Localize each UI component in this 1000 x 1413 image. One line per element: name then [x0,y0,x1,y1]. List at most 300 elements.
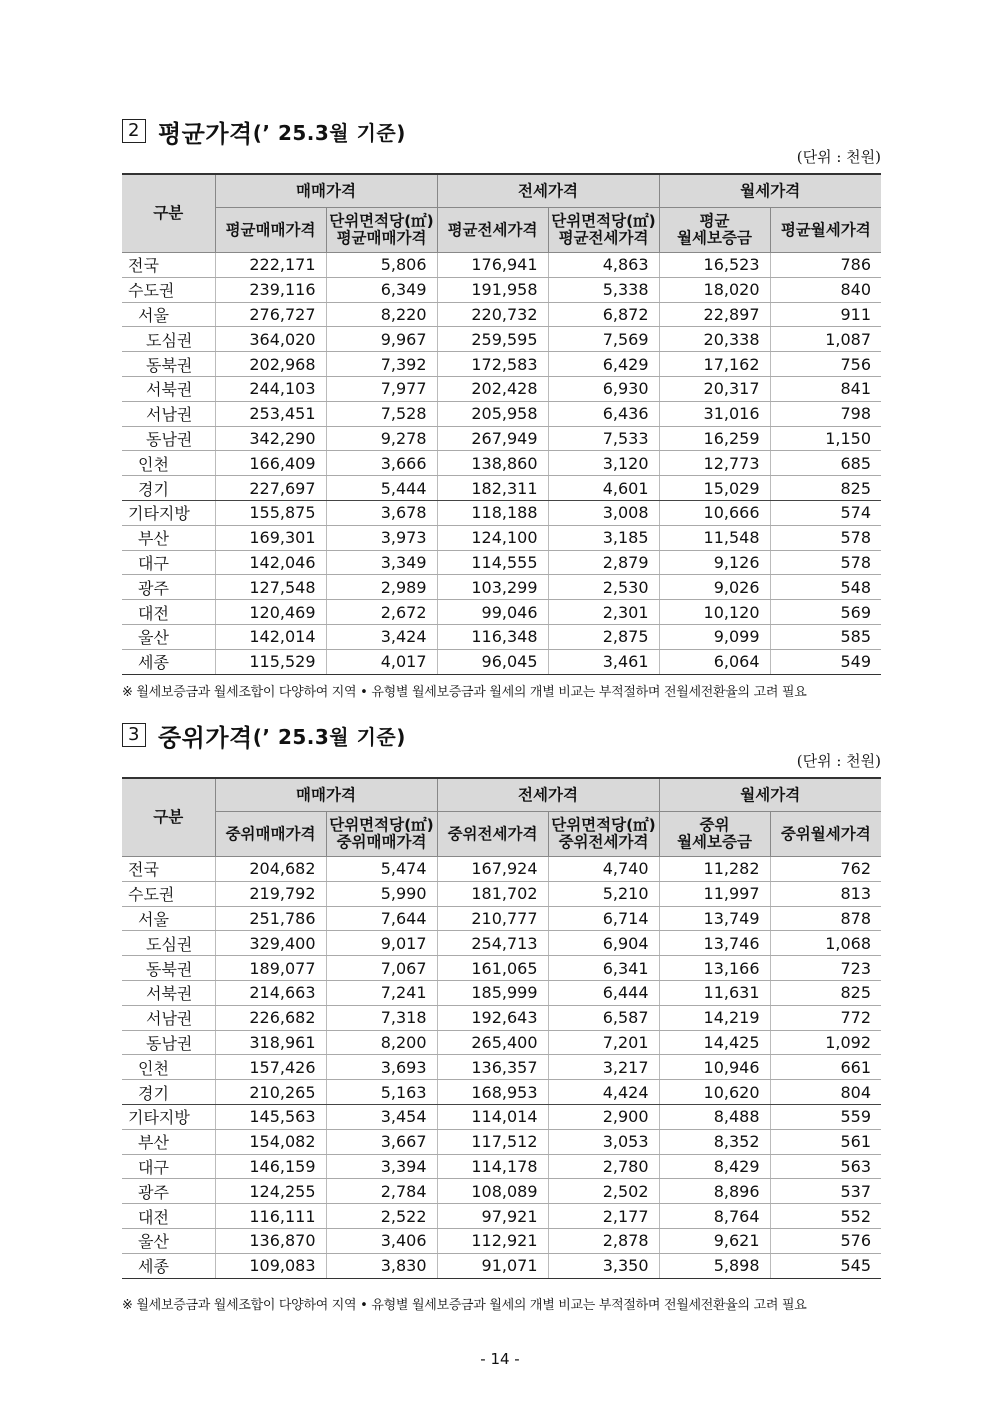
section-subtitle: (’ 25.3월 기준) [252,724,406,749]
value-cell: 116,348 [437,624,548,649]
value-cell: 31,016 [659,401,770,426]
region-name-cell: 동북권 [122,352,215,377]
table-row [122,327,881,352]
value-cell: 7,528 [326,401,437,426]
header-col3: 중위전세가격 [437,812,548,857]
region-name-cell: 광주 [122,1179,215,1204]
value-cell: 3,461 [548,649,659,674]
region-name-cell: 동남권 [122,426,215,451]
region-name-cell: 전국 [122,857,215,882]
region-name-cell: 경기 [122,476,215,501]
unit-label: (단위 : 천원) [796,148,881,166]
value-cell: 841 [770,376,881,401]
value-cell: 10,946 [659,1055,770,1080]
value-cell: 182,311 [437,476,548,501]
table-row [122,1104,881,1129]
value-cell: 2,875 [548,624,659,649]
value-cell: 6,714 [548,906,659,931]
value-cell: 185,999 [437,980,548,1005]
region-name-cell: 부산 [122,525,215,550]
header-col2-line2: 중위매매가격 [336,833,427,851]
region-name-cell: 서울 [122,906,215,931]
table-row [122,857,881,882]
table-row [122,1228,881,1253]
table-row [122,525,881,550]
value-cell: 825 [770,476,881,501]
value-cell: 4,740 [548,857,659,882]
value-cell: 3,349 [326,550,437,575]
value-cell: 142,046 [215,550,326,575]
value-cell: 549 [770,649,881,674]
value-cell: 825 [770,980,881,1005]
value-cell: 2,879 [548,550,659,575]
value-cell: 114,178 [437,1154,548,1179]
header-col2-line2: 평균매매가격 [336,229,427,247]
value-cell: 5,898 [659,1253,770,1278]
section-number-box: 2 [122,119,146,143]
value-cell: 798 [770,401,881,426]
value-cell: 559 [770,1104,881,1129]
table-row [122,1080,881,1105]
value-cell: 251,786 [215,906,326,931]
value-cell: 96,045 [437,649,548,674]
value-cell: 210,265 [215,1080,326,1105]
value-cell: 244,103 [215,376,326,401]
value-cell: 3,120 [548,451,659,476]
value-cell: 2,502 [548,1179,659,1204]
value-cell: 8,352 [659,1129,770,1154]
value-cell: 13,746 [659,931,770,956]
value-cell: 9,099 [659,624,770,649]
value-cell: 9,621 [659,1228,770,1253]
value-cell: 226,682 [215,1005,326,1030]
value-cell: 786 [770,253,881,278]
value-cell: 7,533 [548,426,659,451]
value-cell: 5,444 [326,476,437,501]
region-name-cell: 서남권 [122,1005,215,1030]
value-cell: 189,077 [215,956,326,981]
value-cell: 9,026 [659,575,770,600]
header-col4-line1: 단위면적당(㎡) [551,816,656,834]
value-cell: 364,020 [215,327,326,352]
region-name-cell: 대구 [122,1154,215,1179]
value-cell: 20,317 [659,376,770,401]
value-cell: 142,014 [215,624,326,649]
value-cell: 202,968 [215,352,326,377]
value-cell: 20,338 [659,327,770,352]
header-group-sale: 매매가격 [215,174,437,208]
value-cell: 191,958 [437,277,548,302]
value-cell: 661 [770,1055,881,1080]
value-cell: 3,973 [326,525,437,550]
region-name-cell: 수도권 [122,277,215,302]
region-name-cell: 경기 [122,1080,215,1105]
header-group-jeonse: 전세가격 [437,174,659,208]
value-cell: 11,631 [659,980,770,1005]
value-cell: 2,878 [548,1228,659,1253]
value-cell: 3,406 [326,1228,437,1253]
value-cell: 3,678 [326,500,437,525]
value-cell: 6,349 [326,277,437,302]
value-cell: 154,082 [215,1129,326,1154]
value-cell: 124,100 [437,525,548,550]
value-cell: 239,116 [215,277,326,302]
value-cell: 145,563 [215,1104,326,1129]
table-row [122,451,881,476]
value-cell: 157,426 [215,1055,326,1080]
value-cell: 772 [770,1005,881,1030]
table-row [122,376,881,401]
value-cell: 204,682 [215,857,326,882]
value-cell: 685 [770,451,881,476]
value-cell: 103,299 [437,575,548,600]
value-cell: 7,318 [326,1005,437,1030]
table-row [122,600,881,625]
value-cell: 254,713 [437,931,548,956]
value-cell: 136,357 [437,1055,548,1080]
section-title [122,116,406,146]
value-cell: 3,666 [326,451,437,476]
value-cell: 202,428 [437,376,548,401]
table-row [122,906,881,931]
value-cell: 97,921 [437,1204,548,1229]
table-row [122,649,881,674]
value-cell: 878 [770,906,881,931]
value-cell: 552 [770,1204,881,1229]
value-cell: 13,166 [659,956,770,981]
value-cell: 8,488 [659,1104,770,1129]
value-cell: 762 [770,857,881,882]
value-cell: 3,667 [326,1129,437,1154]
table-row [122,1154,881,1179]
region-name-cell: 도심권 [122,327,215,352]
value-cell: 124,255 [215,1179,326,1204]
value-cell: 723 [770,956,881,981]
value-cell: 5,163 [326,1080,437,1105]
value-cell: 22,897 [659,302,770,327]
value-cell: 2,780 [548,1154,659,1179]
value-cell: 17,162 [659,352,770,377]
value-cell: 2,672 [326,600,437,625]
value-cell: 13,749 [659,906,770,931]
header-col1: 평균매매가격 [215,208,326,253]
value-cell: 167,924 [437,857,548,882]
value-cell: 210,777 [437,906,548,931]
region-name-cell: 도심권 [122,931,215,956]
value-cell: 220,732 [437,302,548,327]
table-row [122,931,881,956]
region-name-cell: 울산 [122,624,215,649]
header-col2-line1: 단위면적당(㎡) [329,212,434,230]
table-row [122,624,881,649]
value-cell: 14,219 [659,1005,770,1030]
section-title-text: 평균가격 [158,119,253,148]
value-cell: 2,301 [548,600,659,625]
header-col5 [659,208,770,253]
header-col5-line1: 평균 [699,212,730,230]
value-cell: 5,806 [326,253,437,278]
table-row [122,881,881,906]
table-row [122,1253,881,1278]
header-col2 [326,812,437,857]
value-cell: 813 [770,881,881,906]
value-cell: 7,201 [548,1030,659,1055]
value-cell: 1,092 [770,1030,881,1055]
section-average-price [122,116,881,706]
header-col4-line1: 단위면적당(㎡) [551,212,656,230]
value-cell: 18,020 [659,277,770,302]
value-cell: 6,436 [548,401,659,426]
value-cell: 12,773 [659,451,770,476]
value-cell: 8,200 [326,1030,437,1055]
value-cell: 578 [770,525,881,550]
value-cell: 138,860 [437,451,548,476]
value-cell: 8,220 [326,302,437,327]
table-row [122,401,881,426]
average-price-table [122,173,881,675]
value-cell: 15,029 [659,476,770,501]
value-cell: 8,764 [659,1204,770,1229]
value-cell: 329,400 [215,931,326,956]
value-cell: 181,702 [437,881,548,906]
value-cell: 6,904 [548,931,659,956]
value-cell: 1,087 [770,327,881,352]
table-body [122,253,881,675]
value-cell: 4,601 [548,476,659,501]
value-cell: 91,071 [437,1253,548,1278]
region-name-cell: 서남권 [122,401,215,426]
value-cell: 342,290 [215,426,326,451]
table-row [122,980,881,1005]
value-cell: 9,017 [326,931,437,956]
header-col2 [326,208,437,253]
value-cell: 155,875 [215,500,326,525]
value-cell: 3,394 [326,1154,437,1179]
value-cell: 804 [770,1080,881,1105]
header-col5 [659,812,770,857]
value-cell: 222,171 [215,253,326,278]
value-cell: 114,555 [437,550,548,575]
section-median-price [122,720,881,1320]
header-col4 [548,208,659,253]
value-cell: 99,046 [437,600,548,625]
header-col4 [548,812,659,857]
value-cell: 214,663 [215,980,326,1005]
value-cell: 3,008 [548,500,659,525]
value-cell: 192,643 [437,1005,548,1030]
header-col5-line1: 중위 [699,816,730,834]
value-cell: 161,065 [437,956,548,981]
section-title-text: 중위가격 [158,723,253,752]
region-name-cell: 전국 [122,253,215,278]
value-cell: 172,583 [437,352,548,377]
value-cell: 6,930 [548,376,659,401]
page-number: - 14 - [480,1350,520,1368]
value-cell: 911 [770,302,881,327]
value-cell: 9,278 [326,426,437,451]
value-cell: 4,863 [548,253,659,278]
table-row [122,1129,881,1154]
header-gubun: 구분 [122,778,215,857]
header-gubun: 구분 [122,174,215,253]
header-col1: 중위매매가격 [215,812,326,857]
region-name-cell: 대전 [122,600,215,625]
value-cell: 176,941 [437,253,548,278]
table-row [122,550,881,575]
value-cell: 7,241 [326,980,437,1005]
table-row [122,956,881,981]
unit-label: (단위 : 천원) [796,752,881,770]
region-name-cell: 부산 [122,1129,215,1154]
value-cell: 16,523 [659,253,770,278]
region-name-cell: 대구 [122,550,215,575]
value-cell: 7,644 [326,906,437,931]
table-row [122,575,881,600]
value-cell: 6,444 [548,980,659,1005]
region-name-cell: 동북권 [122,956,215,981]
value-cell: 840 [770,277,881,302]
header-group-monthly: 월세가격 [659,778,881,812]
value-cell: 318,961 [215,1030,326,1055]
region-name-cell: 울산 [122,1228,215,1253]
region-name-cell: 대전 [122,1204,215,1229]
value-cell: 136,870 [215,1228,326,1253]
value-cell: 3,693 [326,1055,437,1080]
value-cell: 756 [770,352,881,377]
value-cell: 6,429 [548,352,659,377]
value-cell: 3,424 [326,624,437,649]
value-cell: 169,301 [215,525,326,550]
value-cell: 561 [770,1129,881,1154]
value-cell: 11,997 [659,881,770,906]
region-name-cell: 수도권 [122,881,215,906]
value-cell: 11,282 [659,857,770,882]
value-cell: 4,424 [548,1080,659,1105]
value-cell: 5,210 [548,881,659,906]
table-row [122,500,881,525]
region-name-cell: 서북권 [122,376,215,401]
value-cell: 9,967 [326,327,437,352]
value-cell: 3,053 [548,1129,659,1154]
value-cell: 3,454 [326,1104,437,1129]
table-row [122,1005,881,1030]
value-cell: 1,068 [770,931,881,956]
value-cell: 14,425 [659,1030,770,1055]
value-cell: 1,150 [770,426,881,451]
header-col5-line2: 월세보증금 [677,833,752,851]
header-col6: 평균월세가격 [770,208,881,253]
value-cell: 219,792 [215,881,326,906]
value-cell: 3,217 [548,1055,659,1080]
value-cell: 6,341 [548,956,659,981]
table-row [122,1030,881,1055]
value-cell: 5,338 [548,277,659,302]
value-cell: 117,512 [437,1129,548,1154]
table-row [122,426,881,451]
value-cell: 9,126 [659,550,770,575]
value-cell: 548 [770,575,881,600]
value-cell: 2,989 [326,575,437,600]
header-col2-line1: 단위면적당(㎡) [329,816,434,834]
value-cell: 2,177 [548,1204,659,1229]
value-cell: 259,595 [437,327,548,352]
value-cell: 3,350 [548,1253,659,1278]
value-cell: 118,188 [437,500,548,525]
region-name-cell: 기타지방 [122,1104,215,1129]
value-cell: 116,111 [215,1204,326,1229]
value-cell: 537 [770,1179,881,1204]
value-cell: 265,400 [437,1030,548,1055]
value-cell: 3,185 [548,525,659,550]
value-cell: 253,451 [215,401,326,426]
table-row [122,1204,881,1229]
region-name-cell: 기타지방 [122,500,215,525]
region-name-cell: 광주 [122,575,215,600]
table-row [122,1179,881,1204]
header-col6: 중위월세가격 [770,812,881,857]
value-cell: 112,921 [437,1228,548,1253]
header-group-monthly: 월세가격 [659,174,881,208]
value-cell: 115,529 [215,649,326,674]
region-name-cell: 세종 [122,1253,215,1278]
region-name-cell: 인천 [122,1055,215,1080]
header-group-sale: 매매가격 [215,778,437,812]
value-cell: 3,830 [326,1253,437,1278]
value-cell: 227,697 [215,476,326,501]
value-cell: 10,620 [659,1080,770,1105]
header-col4-line2: 중위전세가격 [558,833,649,851]
median-price-table [122,777,881,1279]
value-cell: 2,900 [548,1104,659,1129]
value-cell: 7,067 [326,956,437,981]
footnote: ※ 월세보증금과 월세조합이 다양하여 지역 • 유형별 월세보증금과 월세의 개별 비교는 부적절하며 전월세전환율의 고려 필요 [122,685,807,700]
value-cell: 109,083 [215,1253,326,1278]
value-cell: 168,953 [437,1080,548,1105]
value-cell: 166,409 [215,451,326,476]
region-name-cell: 서울 [122,302,215,327]
region-name-cell: 인천 [122,451,215,476]
value-cell: 10,666 [659,500,770,525]
region-name-cell: 서북권 [122,980,215,1005]
value-cell: 127,548 [215,575,326,600]
table-body [122,857,881,1279]
value-cell: 578 [770,550,881,575]
value-cell: 7,569 [548,327,659,352]
value-cell: 11,548 [659,525,770,550]
value-cell: 108,089 [437,1179,548,1204]
header-group-jeonse: 전세가격 [437,778,659,812]
region-name-cell: 세종 [122,649,215,674]
value-cell: 2,530 [548,575,659,600]
value-cell: 563 [770,1154,881,1179]
value-cell: 569 [770,600,881,625]
header-col5-line2: 월세보증금 [677,229,752,247]
section-subtitle: (’ 25.3월 기준) [252,120,406,145]
header-col4-line2: 평균전세가격 [558,229,649,247]
value-cell: 114,014 [437,1104,548,1129]
value-cell: 7,977 [326,376,437,401]
table-row [122,352,881,377]
table-row [122,302,881,327]
table-row [122,1055,881,1080]
value-cell: 267,949 [437,426,548,451]
value-cell: 574 [770,500,881,525]
value-cell: 4,017 [326,649,437,674]
value-cell: 576 [770,1228,881,1253]
value-cell: 7,392 [326,352,437,377]
value-cell: 6,587 [548,1005,659,1030]
region-name-cell: 동남권 [122,1030,215,1055]
